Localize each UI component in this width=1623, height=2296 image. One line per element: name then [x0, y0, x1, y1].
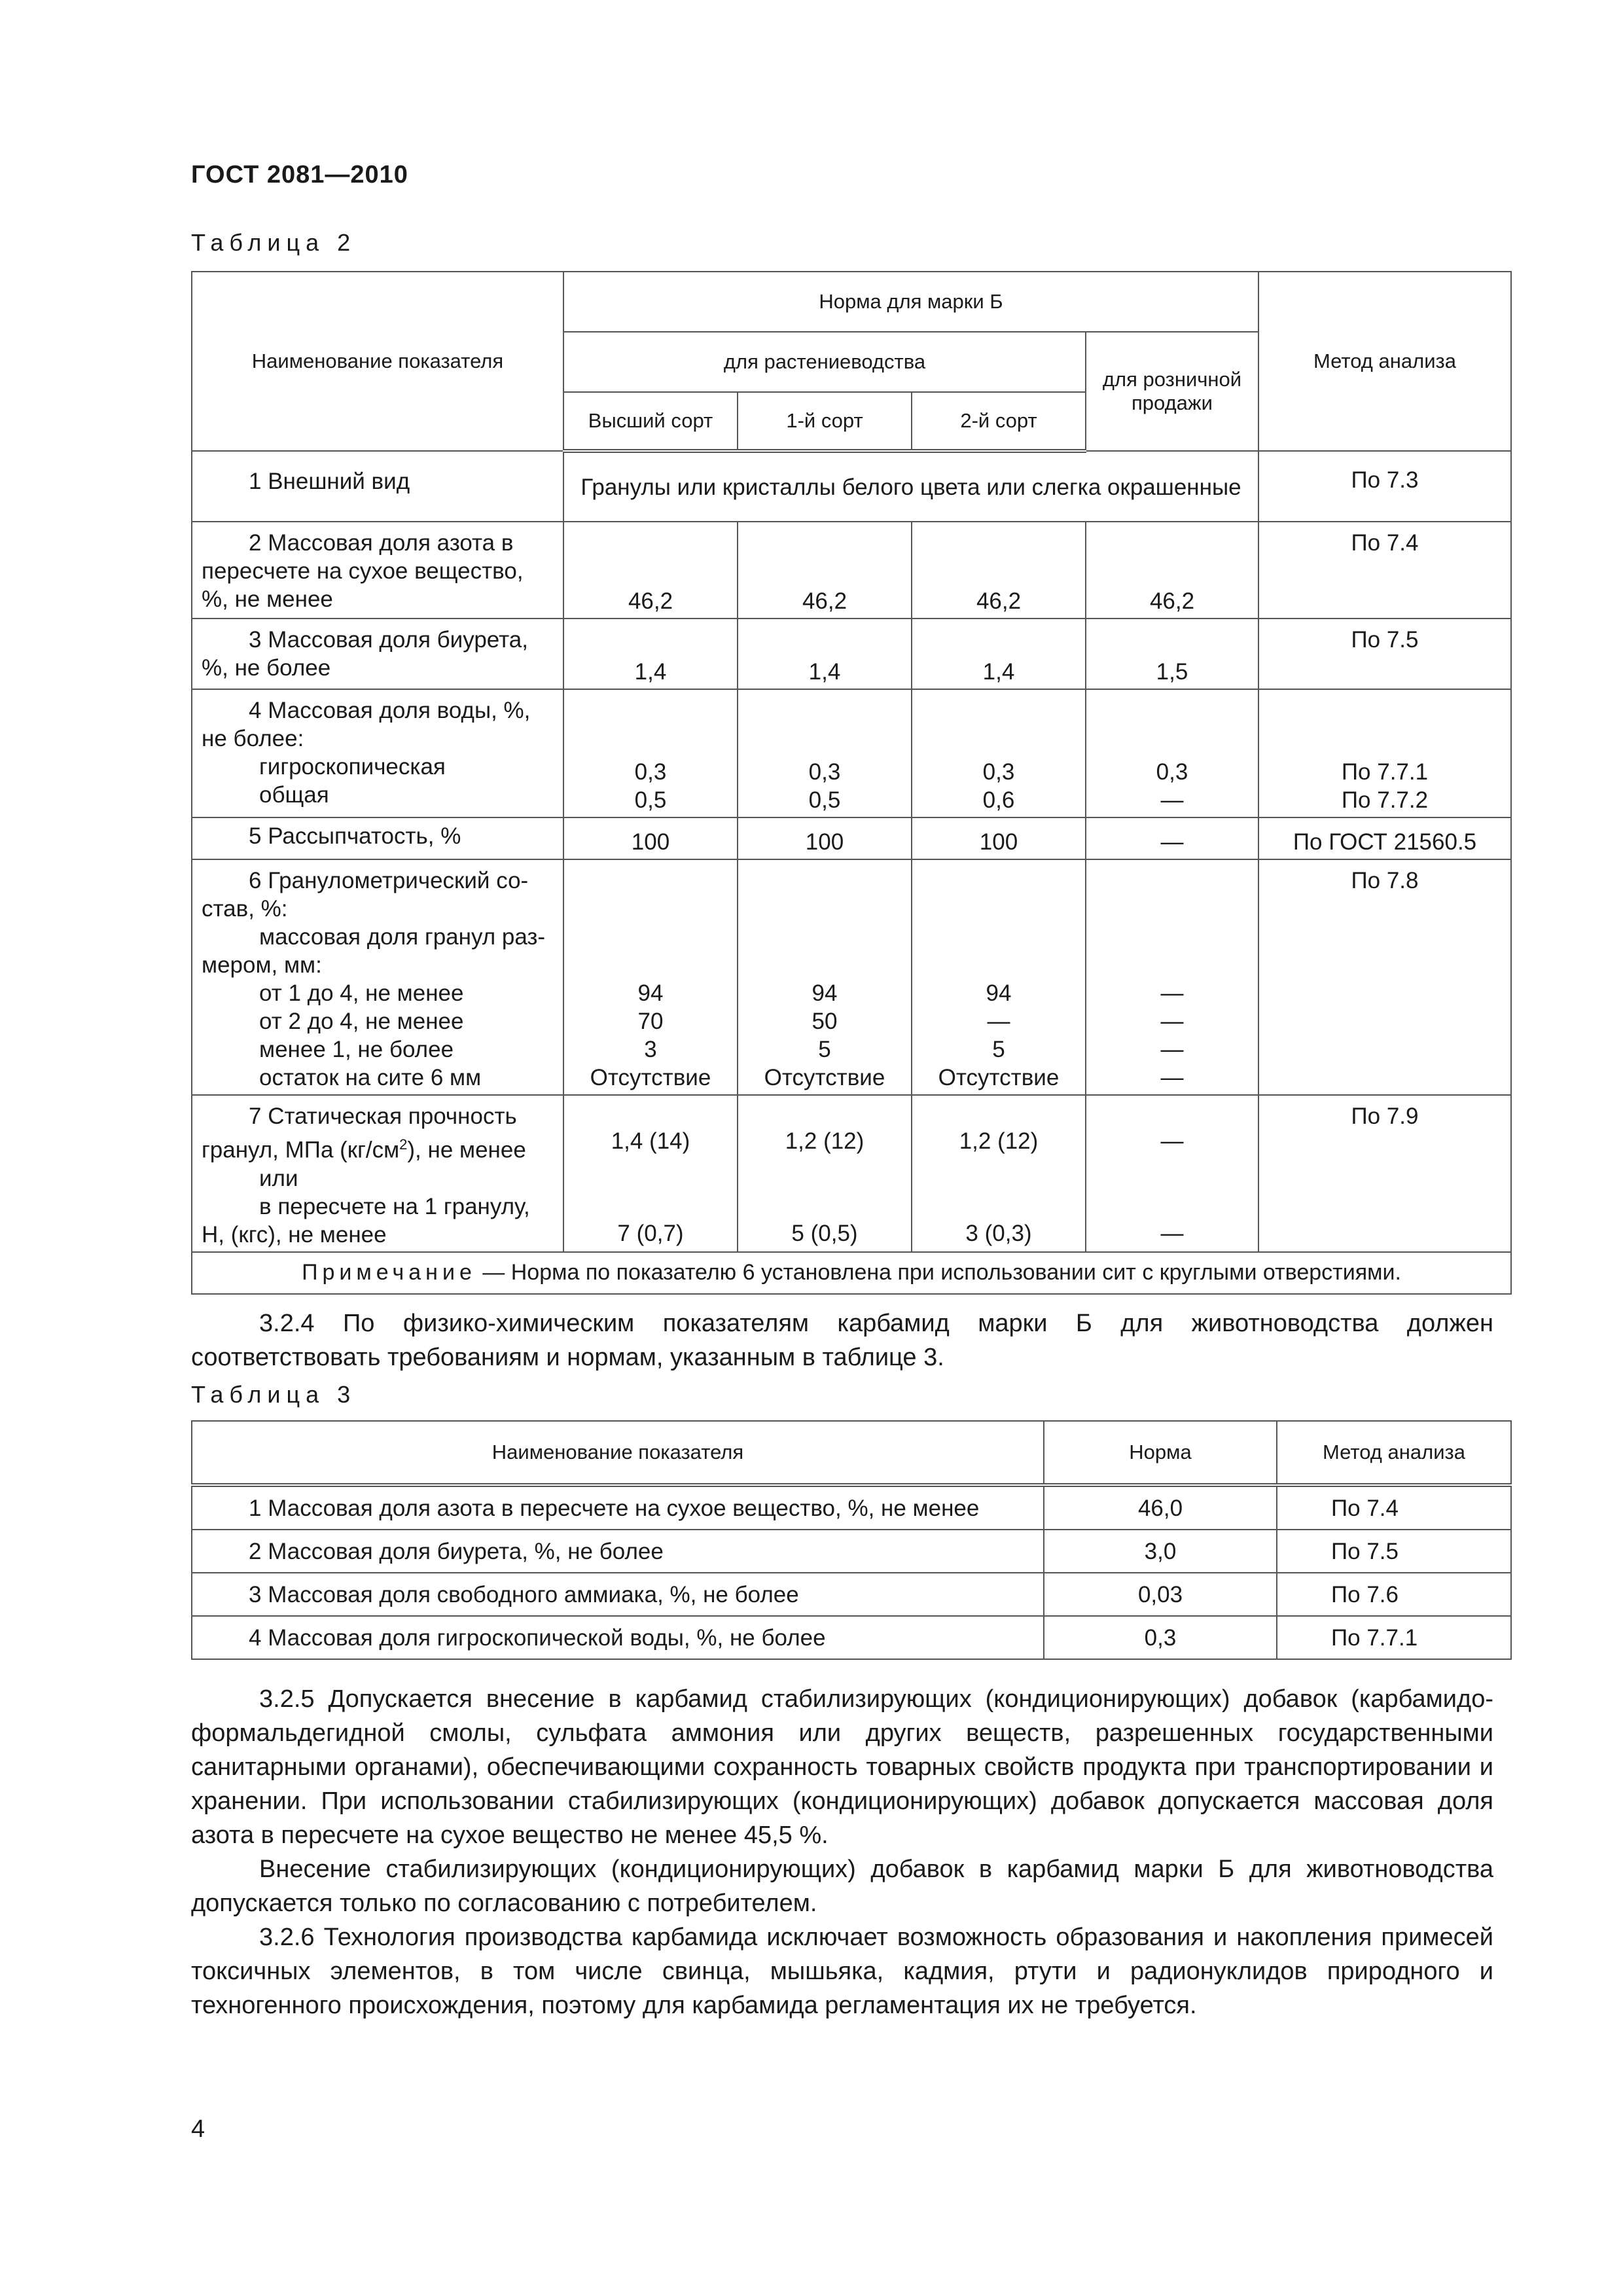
table-row [192, 451, 1511, 522]
row-name-line: от 1 до 4, не менее [259, 980, 464, 1006]
col-header-retail: для розничной продажи [1086, 332, 1258, 451]
value-cell: 1,4 [738, 619, 912, 689]
col-header-grade-top: Высший сорт [563, 392, 738, 451]
row-name-line: 6 Гранулометрический со- [249, 868, 529, 893]
row-name-line: не более: [202, 726, 304, 751]
row-name-line: 4 Массовая доля воды, %, [249, 698, 531, 723]
row-name: 4 Массовая доля гигроскопической воды, %, не более [192, 1616, 1044, 1659]
row-name-line: в пересчете на 1 гранулу, [259, 1193, 530, 1219]
table-row [192, 1573, 1511, 1616]
table-3 [191, 1420, 1512, 1660]
row-name [192, 619, 563, 689]
col-header-indicator: Наименование показателя [192, 272, 563, 451]
paragraph-3-2-5: 3.2.5 Допускается внесение в карбамид стабилизирующих (кондиционирующих) добавок (карбамидо-формальдегидной смолы, сульфата аммония или других веществ, разрешенных государственными санитарными органами), обеспечивающими сохранность товарных свойств продукта при транспортировании и хранении. При использовании стабилизирующих (кондиционирующих) добавок допускается массовая доля азота в пересчете на сухое вещество не менее 45,5 %. [191, 1685, 1493, 1849]
value-cell: 1,4 (14) 7 (0,7) [563, 1095, 738, 1252]
method-cell: По 7.5 [1277, 1530, 1511, 1573]
row-name [192, 451, 563, 522]
method-cell: По 7.9 [1258, 1095, 1511, 1252]
paragraph-3-2-6: 3.2.6 Технология производства карбамида исключает возможность образования и накопления примесей токсичных элементов, в том числе свинца, мышьяка, кадмия, ртути и радионуклидов природного и техногенного происхождения, поэтому для карбамида регламентация их не требуется. [191, 1924, 1493, 2019]
row-name: 1 Массовая доля азота в пересчете на сухое вещество, %, не менее [192, 1485, 1044, 1530]
col-header-grade-1: 1-й сорт [738, 392, 912, 451]
row-name-line: мером, мм: [202, 952, 322, 978]
row-name-line: 2 Массовая доля азота в [249, 530, 514, 556]
value-cell: — — [1086, 1095, 1258, 1252]
paragraph-3-2-5-cont: Внесение стабилизирующих (кондиционирующих) добавок в карбамид марки Б для животноводства допускается только по согласованию с потребителем. [191, 1856, 1493, 1917]
value-cell: 0,3 — [1086, 689, 1258, 817]
value-cell: 1,4 [912, 619, 1086, 689]
value-cell: 1,2 (12) 3 (0,3) [912, 1095, 1086, 1252]
method-cell: По 7.3 [1258, 451, 1511, 522]
value-cell: 94 50 5 Отсутствие [738, 859, 912, 1095]
value-cell: 94 70 3 Отсутствие [563, 859, 738, 1095]
table-note-row [192, 1252, 1511, 1294]
value-cell: 46,2 [563, 522, 738, 619]
col-header-plants: для растениеводства [563, 332, 1086, 392]
page-number: 4 [191, 2115, 205, 2143]
row-name-line: менее 1, не более [259, 1037, 454, 1062]
norm-cell: 3,0 [1044, 1530, 1277, 1573]
row-name: 2 Массовая доля биурета, %, не более [192, 1530, 1044, 1573]
value-cell: 0,3 0,5 [563, 689, 738, 817]
row-name [192, 859, 563, 1095]
method-cell: По 7.4 [1277, 1485, 1511, 1530]
row-name-line: 7 Статическая прочность [249, 1103, 517, 1129]
col-header-norm: Норма [1044, 1421, 1277, 1485]
value-cell: — [1086, 817, 1258, 859]
table-2 [191, 271, 1512, 1295]
value-cell: 100 [738, 817, 912, 859]
row-name-line: общая [259, 782, 329, 808]
col-header-norm-group: Норма для марки Б [563, 272, 1258, 332]
value-cell: 0,3 0,6 [912, 689, 1086, 817]
row-name-line: гигроскопическая [259, 754, 446, 780]
value-cell: — — — — [1086, 859, 1258, 1095]
row-name-line: от 2 до 4, не менее [259, 1009, 464, 1034]
table-note: Примечание — Норма по показателю 6 установлена при использовании сит с круглыми отверстиями. [192, 1252, 1511, 1294]
col-header-method: Метод анализа [1277, 1421, 1511, 1485]
row-name-line: или [259, 1165, 298, 1191]
table-2-caption: Таблица 2 [191, 229, 357, 256]
paragraph-3-2-4: 3.2.4 По физико-химическим показателям карбамид марки Б для животноводства должен соответствовать требованиям и нормам, указанным в таблице 3. [191, 1310, 1493, 1371]
table-row [192, 817, 1511, 859]
row-name: 3 Массовая доля свободного аммиака, %, не более [192, 1573, 1044, 1616]
table-row [192, 1095, 1511, 1252]
method-cell: По 7.5 [1258, 619, 1511, 689]
col-header-indicator: Наименование показателя [192, 1421, 1044, 1485]
row-name-line: остаток на сите 6 мм [259, 1065, 482, 1090]
value-cell: 46,2 [1086, 522, 1258, 619]
row-name-line: 3 Массовая доля биурета, [249, 627, 528, 653]
row-name-text: 1 Внешний вид [249, 469, 410, 494]
col-header-method: Метод анализа [1258, 272, 1511, 451]
table-row [192, 1485, 1511, 1530]
table-row [192, 689, 1511, 817]
table-row [192, 859, 1511, 1095]
row-name [192, 817, 563, 859]
document-code: ГОСТ 2081—2010 [191, 161, 408, 188]
row-name-line: гранул, МПа $(кг/см^2)$, не менее [202, 1136, 526, 1163]
table-row [192, 522, 1511, 619]
method-cell: По 7.4 [1258, 522, 1511, 619]
row-name-line: %, не менее [202, 586, 333, 612]
row-name-line: массовая доля гранул раз- [259, 924, 546, 950]
table-row [192, 1616, 1511, 1659]
value-cell: 1,4 [563, 619, 738, 689]
method-cell: По 7.8 [1258, 859, 1511, 1095]
value-cell: 94 — 5 Отсутствие [912, 859, 1086, 1095]
row-name-line: 5 Рассыпчатость, % [249, 823, 461, 849]
method-cell: По 7.7.1 [1277, 1616, 1511, 1659]
method-cell: По 7.6 [1277, 1573, 1511, 1616]
norm-cell: 46,0 [1044, 1485, 1277, 1530]
table-3-caption: Таблица 3 [191, 1381, 357, 1408]
col-header-grade-2: 2-й сорт [912, 392, 1086, 451]
value-cell: 46,2 [912, 522, 1086, 619]
norm-cell: 0,3 [1044, 1616, 1277, 1659]
paragraphs-3-2-5-3-2-6 [191, 1682, 1493, 2022]
value-cell: 100 [912, 817, 1086, 859]
row-name-line: пересчете на сухое вещество, [202, 558, 524, 584]
method-cell: По ГОСТ 21560.5 [1258, 817, 1511, 859]
value-cell: 0,3 0,5 [738, 689, 912, 817]
merged-cell: Гранулы или кристаллы белого цвета или слегка окрашенные [563, 451, 1258, 522]
value-cell: 1,5 [1086, 619, 1258, 689]
row-name-line: Н, (кгс), не менее [202, 1221, 387, 1247]
norm-cell: 0,03 [1044, 1573, 1277, 1616]
table-row [192, 1530, 1511, 1573]
value-cell: 1,2 (12) 5 (0,5) [738, 1095, 912, 1252]
method-cell: По 7.7.1 По 7.7.2 [1258, 689, 1511, 817]
value-cell: 100 [563, 817, 738, 859]
value-cell: 46,2 [738, 522, 912, 619]
row-name [192, 522, 563, 619]
row-name [192, 1095, 563, 1252]
table-row [192, 619, 1511, 689]
row-name-line: став, %: [202, 896, 288, 922]
row-name-line: %, не более [202, 655, 331, 681]
row-name [192, 689, 563, 817]
